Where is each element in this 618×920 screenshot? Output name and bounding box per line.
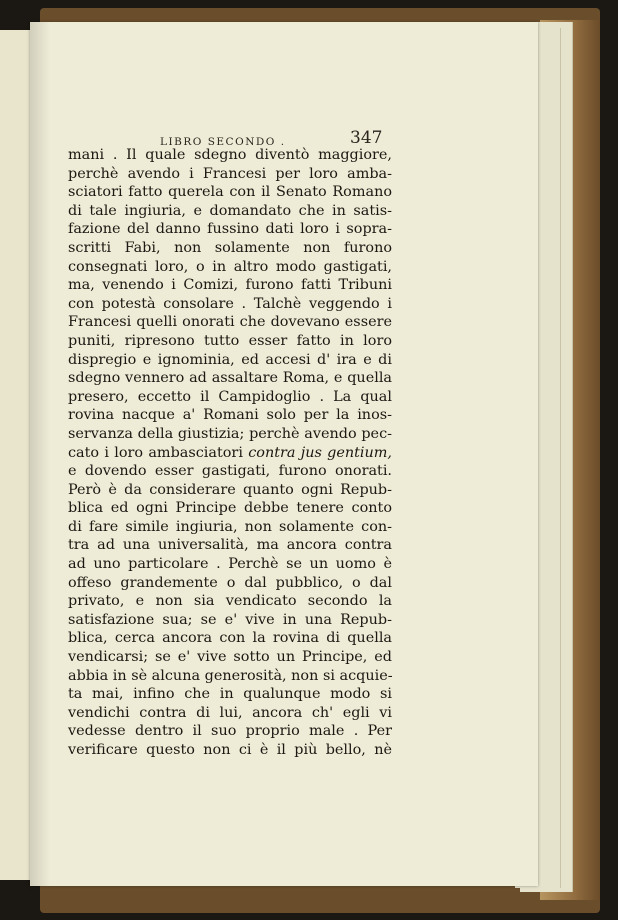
text-line-with-italic [68, 444, 392, 463]
text-line: rovina nacque a' Romani solo per la inos- [68, 407, 392, 424]
text-line: dispregio e ignominia, ed accesi d' ira e di [68, 351, 392, 368]
text-line: ta mai, infino che in qualunque modo si [68, 686, 392, 703]
text-line: vendichi contra di lui, ancora ch' egli vi [68, 704, 392, 721]
text-line: fazione del danno fussino dati loro i sopra- [68, 221, 392, 238]
text-line: offeso grandemente o dal pubblico, o dal [68, 574, 392, 591]
text-line: vedesse dentro il suo proprio male . Per [68, 723, 392, 740]
page-gutter-shadow [30, 22, 50, 886]
page-number: 347 [350, 128, 383, 148]
text-line: Francesi quelli onorati che dovevano essere [68, 314, 392, 331]
text-line: blica, cerca ancora con la rovina di quella [68, 630, 392, 647]
text-line: abbia in sè alcuna generosità, non si acquie- [68, 667, 393, 684]
text-line: di fare simile ingiuria, non solamente con- [68, 518, 392, 535]
italic-phrase: contra jus gentium, [248, 444, 393, 461]
text-line: presero, eccetto il Campidoglio . La qual [68, 388, 392, 405]
text-line: perchè avendo i Francesi per loro amba- [68, 165, 392, 182]
text-line: puniti, ripresono tutto esser fatto in loro [68, 332, 392, 349]
text-segment: cato i loro ambasciatori [68, 444, 243, 461]
text-line: servanza della giustizia; perchè avendo pec- [68, 425, 392, 442]
text-line: verificare questo non ci è il più bello, nè [68, 742, 392, 758]
text-line: satisfazione sua; se e' vive in una Repub- [68, 611, 392, 628]
body-text [68, 146, 392, 760]
text-line: consegnati loro, o in altro modo gastigati, [68, 258, 392, 275]
text-line: scritti Fabi, non solamente non furono [68, 239, 392, 256]
text-line: sciatori fatto querela con il Senato Romano [68, 184, 392, 201]
text-line: privato, e non sia vendicato secondo la [68, 593, 392, 610]
text-line: di tale ingiuria, e domandato che in satis- [68, 202, 392, 219]
text-line: e dovendo esser gastigati, furono onorati. [68, 463, 392, 480]
text-line: con potestà consolare . Talchè veggendo i [68, 295, 392, 312]
text-line: mani . Il quale sdegno diventò maggiore, [68, 147, 392, 163]
text-line: blica ed ogni Principe debbe tenere conto [68, 500, 392, 517]
text-line: ma, venendo i Comizi, furono fatti Tribuni [68, 277, 392, 294]
text-line: tra ad una universalità, ma ancora contra [68, 537, 392, 554]
text-line: sdegno vennero ad assaltare Roma, e quella [68, 370, 392, 387]
text-line: Però è da considerare quanto ogni Repub- [68, 481, 392, 498]
text-line: vendicarsi; se e' vive sotto un Principe, ed [68, 649, 392, 666]
running-head: LIBRO SECONDO . [160, 136, 286, 148]
text-line: ad uno particolare . Perchè se un uomo è [68, 556, 392, 573]
